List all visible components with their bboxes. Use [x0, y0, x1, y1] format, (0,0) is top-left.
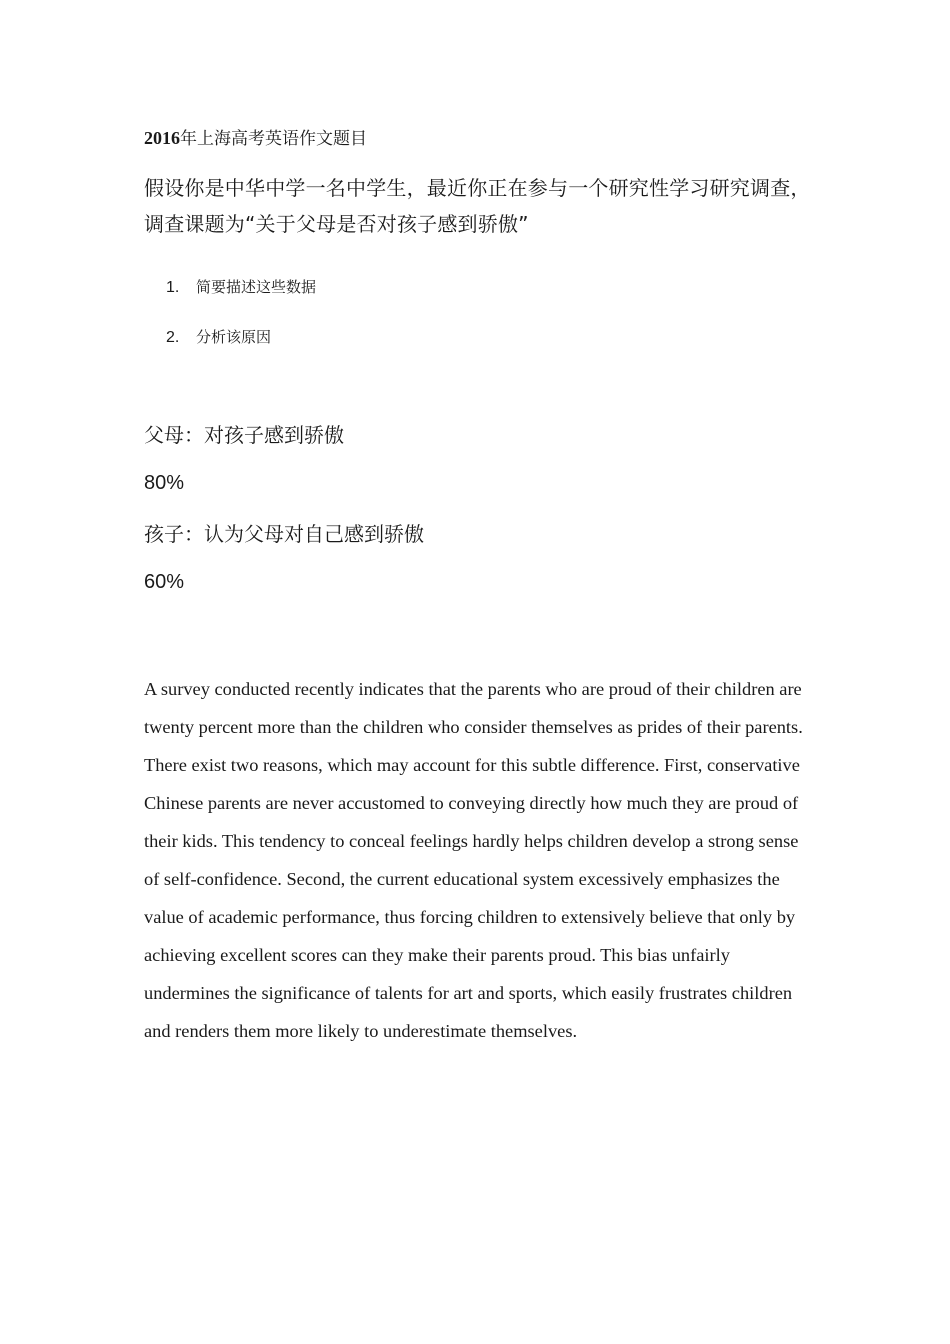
document-title: [144, 126, 367, 151]
task-list: [166, 274, 316, 374]
essay-paragraph: A survey conducted recently indicates that the parents who are proud of their children are twenty percent more than the children who consider themselves as prides of their parents.: [144, 679, 803, 737]
children-stat-value: 60%: [144, 571, 185, 593]
task-text: 分析该原因: [196, 328, 272, 346]
task-number: 1.: [166, 279, 180, 296]
sample-essay: [144, 670, 816, 1050]
task-number: 2.: [166, 329, 180, 346]
title-year: 2016: [144, 128, 180, 148]
task-item: [166, 274, 316, 324]
children-stat-label: 孩子：认为父母对自己感到骄傲: [144, 522, 424, 546]
essay-paragraph: There exist two reasons, which may account for this subtle difference. First, conservative Chinese parents are never accustomed to conveying directly how much they are proud of their kids. This tendency to conceal feelings hardly helps children develop a strong sense of self-confidence. Second, the current educational system excessively emphasizes the value of academic performance, thus forcing children to extensively believe that only by achieving excellent scores can they make their parents proud. This bias unfairly undermines the significance of talents for art and sports, which easily frustrates children and renders them more likely to underestimate themselves.: [144, 755, 800, 1041]
prompt-paragraph: 假设你是中华中学一名中学生，最近你正在参与一个研究性学习研究调查，调查课题为“关于父母是否对孩子感到骄傲”: [144, 176, 811, 236]
task-text: 简要描述这些数据: [196, 278, 317, 296]
title-text: 年上海高考英语作文题目: [180, 129, 367, 149]
parents-stat-value: 80%: [144, 472, 185, 494]
task-item: [166, 324, 316, 374]
parents-stat-label: 父母：对孩子感到骄傲: [144, 423, 344, 447]
